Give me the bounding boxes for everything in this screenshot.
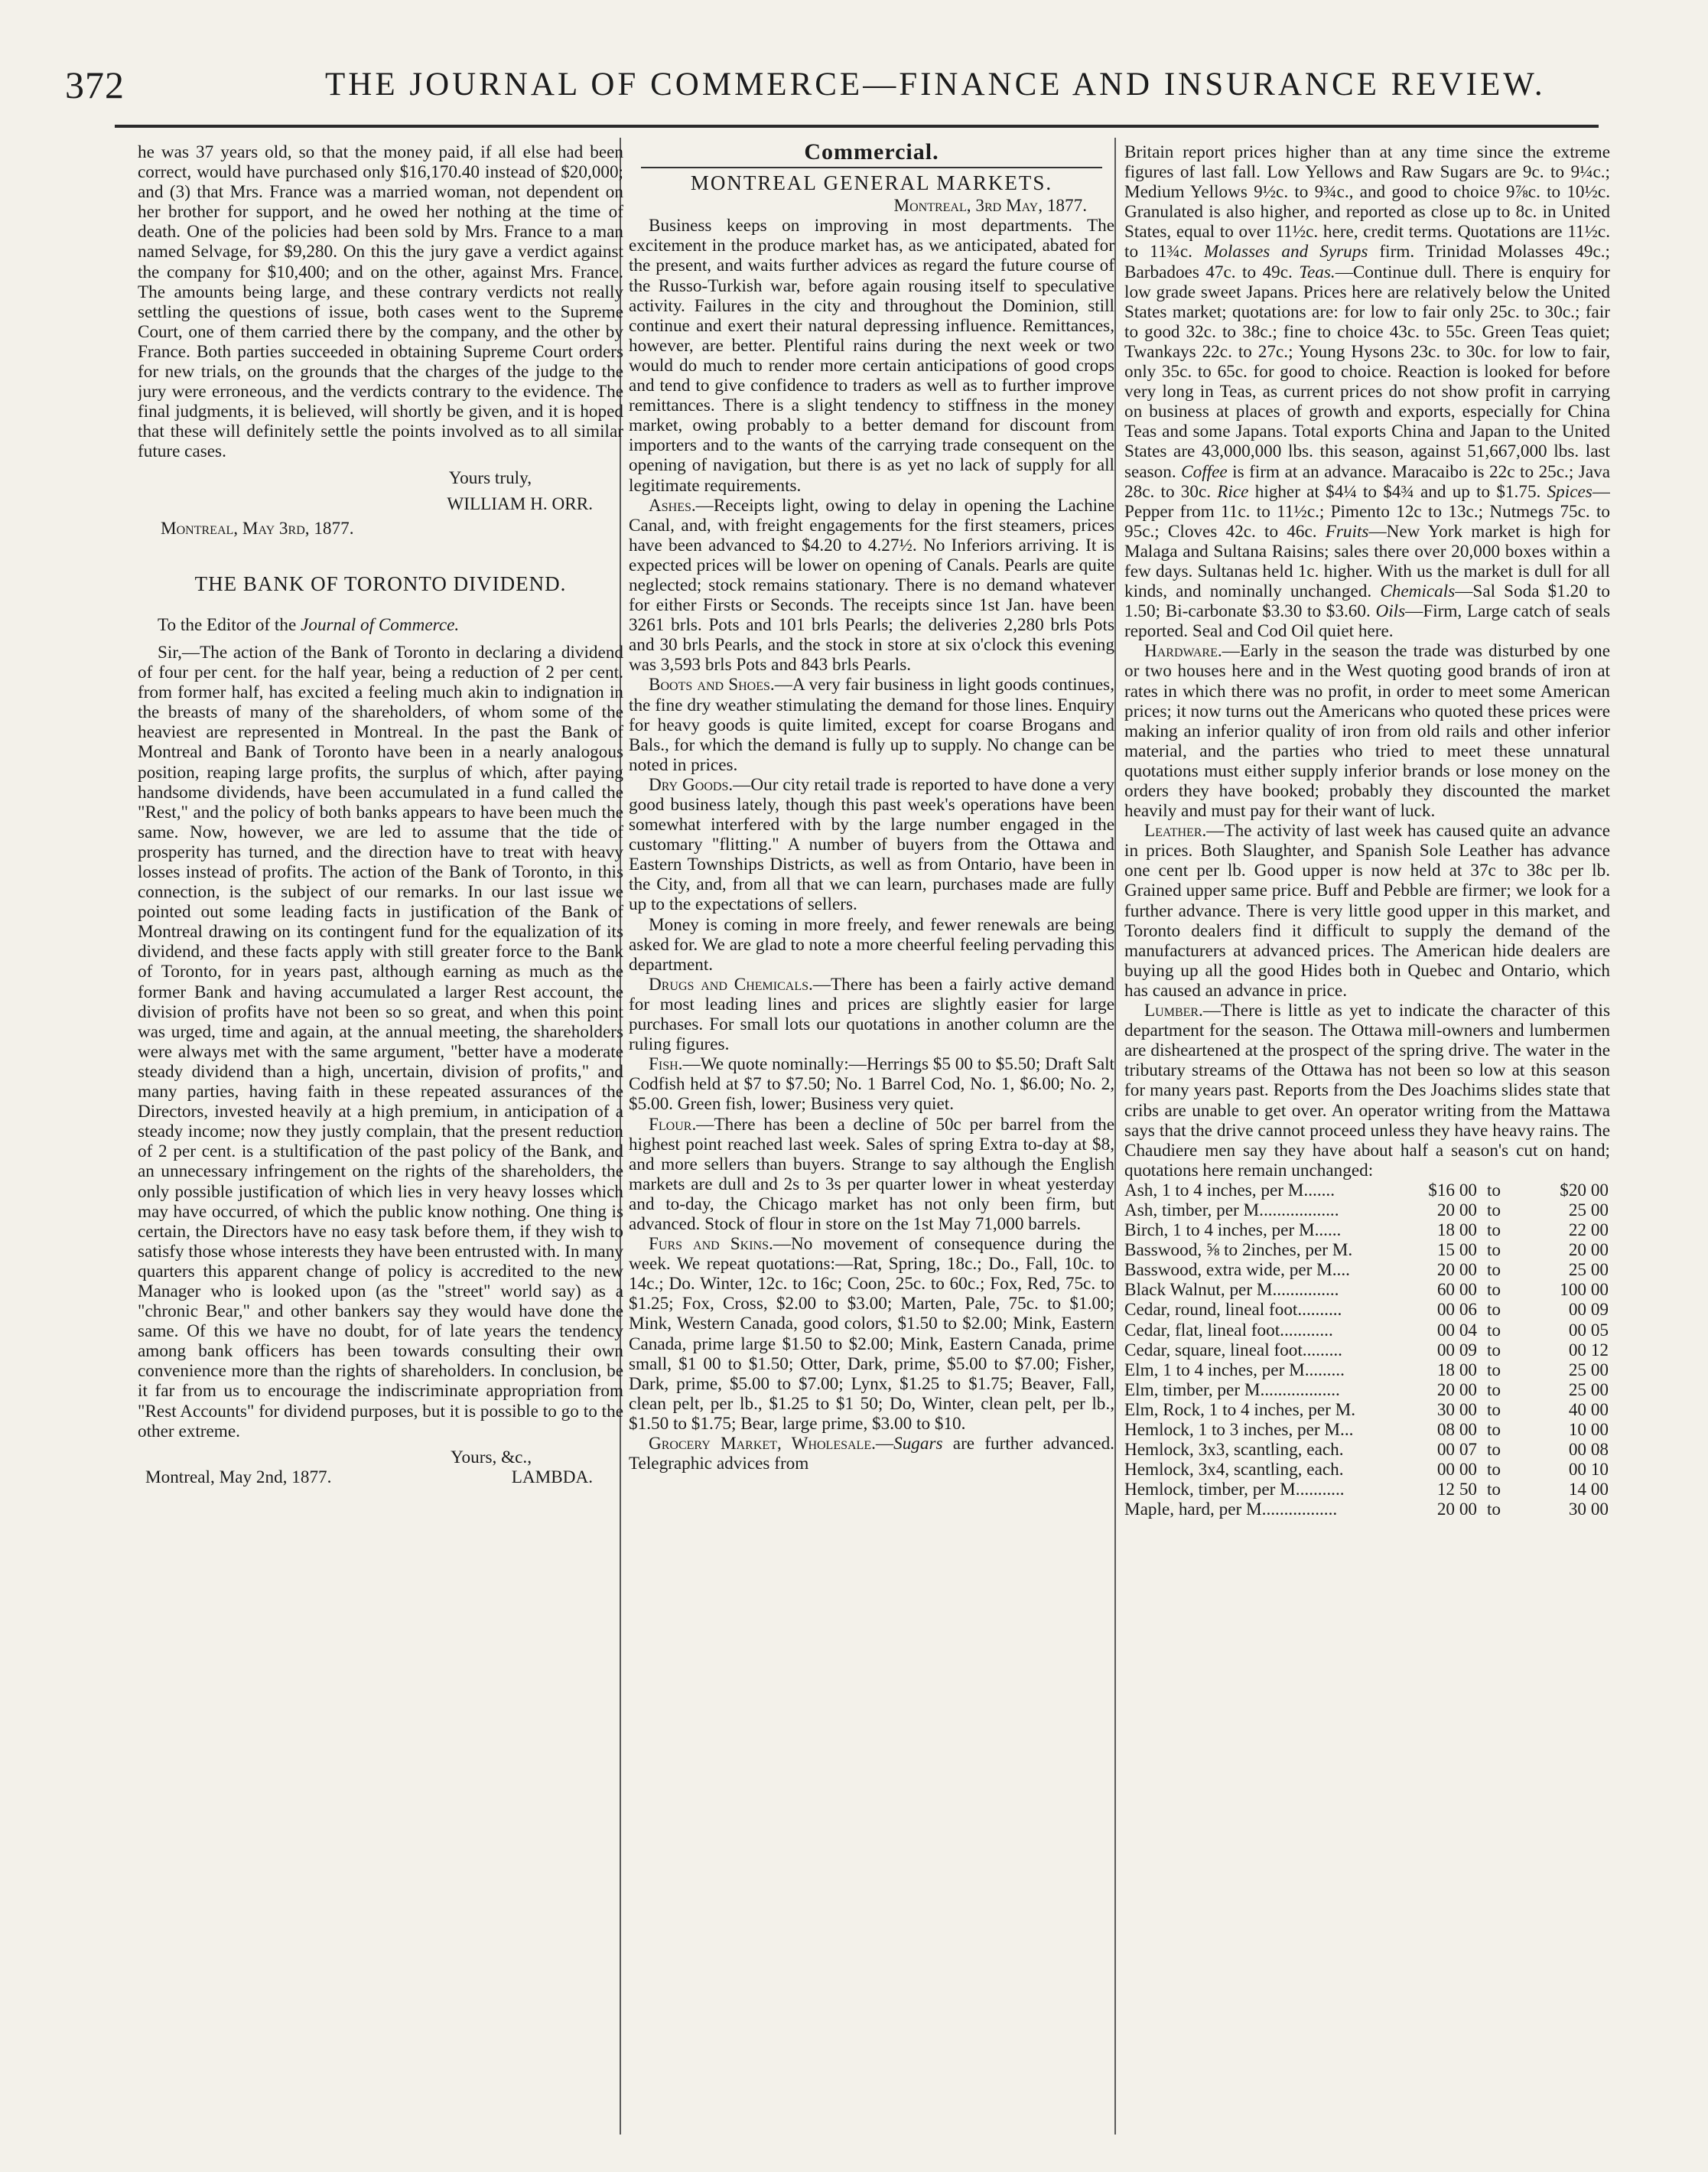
letter-signature: WILLIAM H. ORR. xyxy=(447,493,593,514)
lumber-price-low: 18 00 xyxy=(1436,1360,1477,1380)
lumber-item: Elm, timber, per M.................. xyxy=(1124,1379,1340,1400)
lumber-text: —There is little as yet to indicate the character of this department for the season. The Ottawa mill-owners and lumbermen are disheartened at the prospect of the spring drive. The water in the tributary streams of the Ottawa has not been so low at this season for many years past. Reports from the Des Joachims slides state that cribs are unable to get over. An operator writing from the Mattawa says that the drive cannot proceed unless they have heavy rains. The Chaudiere men say they have about half a season's cut on hand; quotations here remain unchanged: xyxy=(1124,1001,1610,1180)
lumber-price-row xyxy=(1124,1260,1610,1280)
lumber-price-row xyxy=(1124,1320,1610,1340)
lumber-price-to: to xyxy=(1486,1280,1501,1301)
lumber-price-low: $16 00 xyxy=(1428,1180,1477,1200)
leather-report xyxy=(1124,821,1610,1001)
lumber-price-row xyxy=(1124,1480,1610,1500)
drugs-label: Drugs and Chemicals. xyxy=(649,974,813,995)
fruits-label: Fruits xyxy=(1325,521,1369,542)
lumber-price-high: 00 05 xyxy=(1568,1320,1609,1340)
lumber-price-high: 00 12 xyxy=(1568,1340,1609,1360)
lumber-label: Lumber. xyxy=(1144,1001,1203,1021)
lumber-price-row xyxy=(1124,1460,1610,1480)
spices-label: Spices xyxy=(1547,481,1593,502)
boots-label: Boots and Shoes. xyxy=(649,675,775,695)
lumber-item: Black Walnut, per M............... xyxy=(1124,1280,1339,1301)
furs-text: —No movement of consequence during the week. We repeat quotations:—Rat, Spring, 18c.; Do., Fall, 10c. to 14c.; Do. Winter, 12c. to 16c; Coon, 25c. to 60c.; Fox, Red, 75c. to $1.25; Fox, Cross, $2.00 to $3.00; Marten, Pale, 75c. to $1.00; Mink, Western Canada, good colors, $1.50 to $2.00; Mink, Eastern Canada, prime large $1.50 to $2.00; Mink, Eastern Canada, prime small, $1 00 to $1.50; Otter, Dark, prime, $5.00 to $7.00; Fisher, Dark, prime, $5.00 to $7.00; Lynx, $1.25 to $1.75; Beaver, Fall, clean pelt, per lb., $1.25 to $1 50; Do, Winter, clean pelt, per lb., $1.50 to $1.75; Bear, large prime, $3.00 to $10. xyxy=(629,1234,1114,1434)
fruits-text: —New York market is high for Malaga and Sultana Raisins; sales there over 20,000 boxes within a few days. Sultanas held 1c. higher. With us the market is dull for all kinds, and nominally unchanged. xyxy=(1124,521,1610,602)
grocery-text: are further advanced. Telegraphic advices from xyxy=(629,1434,1114,1474)
lumber-price-to: to xyxy=(1486,1220,1501,1241)
lumber-price-high: 25 00 xyxy=(1568,1360,1609,1380)
lumber-price-to: to xyxy=(1486,1180,1501,1200)
grocery-continued xyxy=(1124,142,1610,641)
letter-closing: Yours truly, xyxy=(448,467,532,488)
hardware-report xyxy=(1124,641,1610,821)
lumber-item: Hemlock, timber, per M........... xyxy=(1124,1480,1345,1500)
molasses-text: firm. Trinidad Molasses 49c.; Barbadoes 47c. to 49c. xyxy=(1124,242,1610,282)
lumber-price-low: 20 00 xyxy=(1436,1260,1477,1281)
flour-label: Flour. xyxy=(649,1114,697,1135)
lumber-price-to: to xyxy=(1486,1379,1501,1400)
dry-goods-label: Dry Goods. xyxy=(649,774,734,795)
lumber-price-high: 20 00 xyxy=(1568,1240,1609,1261)
oils-label: Oils xyxy=(1375,601,1406,622)
markets-rule xyxy=(641,167,1102,168)
lumber-price-to: to xyxy=(1486,1300,1501,1320)
lumber-price-row xyxy=(1124,1380,1610,1400)
flour-text: —There has been a decline of 50c per barrel from the highest point reached last week. Sales of spring Extra to-day at $8, and more sellers than buyers. Strange to say although the English markets are dull and 2s to 3s per quarter lower in wheat yesterday and to-day, the Chicago market has not only been firm, but advanced. Stock of flour in store on the 1st May 71,000 barrels. xyxy=(629,1114,1114,1234)
lumber-price-high: 00 10 xyxy=(1568,1460,1609,1480)
lumber-item: Hemlock, 1 to 3 inches, per M... xyxy=(1124,1420,1354,1440)
lumber-price-low: 30 00 xyxy=(1436,1399,1477,1420)
dry-goods-text: —Our city retail trade is reported to have done a very good business lately, though this past week's operations have been somewhat interfered with by the large number engaged in the customary "flitting." A number of buyers from the Ottawa and Eastern Townships Districts, as well as from Ontario, have been in the City, and, from all that we can learn, purchases made are fully up to the expectations of sellers. xyxy=(629,774,1114,915)
letter-paragraph: he was 37 years old, so that the money paid, if all else had been correct, would have purchased only $16,170.40 instead of $20,000; and (3) that Mrs. France was a married woman, not dependent on her brother for support, and he owed her nothing at the time of death. One of the policies had been sold by Mrs. France to a man named Selvage, for $9,280. On this the jury gave a verdict against the company for $10,400; and on the other, against Mrs. France. The amounts being large, and these contrary verdicts not really settling the questions of issue, both cases went to the Supreme Court, one of them carried there by the company, and the other by France. Both parties succeeded in obtaining Supreme Court orders for new trials, on the grounds that the charges of the judge to the jury were erroneous, and the verdicts contrary to the evidence. The final judgments, it is believed, will shortly be given, and it is hoped that these will definitely settle the points involved as to all similar future cases. xyxy=(138,142,623,462)
lumber-price-low: 20 00 xyxy=(1436,1379,1477,1400)
chemicals-text: —Sal Soda $1.20 to 1.50; Bi-carbonate $3.30 to $3.60. xyxy=(1124,581,1610,622)
rice-text: higher at $4¼ to $4¾ and up to $1.75. xyxy=(1248,481,1541,502)
lumber-report xyxy=(1124,1001,1610,1180)
running-head xyxy=(65,60,1564,113)
teas-text: —Continue dull. There is enquiry for low grade sweet Japans. Prices here are relatively below the United States market; quotations are: for low to fair only 25c. to 30c.; fair to good 32c. to 38c.; fine to choice 43c. to 55c. Green Teas quiet; Twankays 22c. to 27c.; Young Hysons 23c. to 30c. for low to fair, only 35c. to 65c. for good to choice. Reaction is looked for before very long in Teas, as current prices do not show profit in carrying on business at places of growth and exports, especially for China Teas and some Japans. Total exports China and Japan to the United States are 43,000,000 lbs. this season, against 51,667,000 lbs. last season. xyxy=(1124,262,1610,482)
lumber-price-to: to xyxy=(1486,1240,1501,1261)
lumber-price-high: 10 00 xyxy=(1568,1420,1609,1440)
lumber-item: Maple, hard, per M................. xyxy=(1124,1500,1338,1520)
lumber-price-to: to xyxy=(1486,1260,1501,1281)
letter-dateline xyxy=(161,519,623,539)
lumber-price-row xyxy=(1124,1280,1610,1300)
lumber-price-high: 00 09 xyxy=(1568,1300,1609,1320)
lumber-item: Hemlock, 3x3, scantling, each. xyxy=(1124,1440,1344,1460)
chemicals-label: Chemicals xyxy=(1380,581,1456,602)
lumber-price-row xyxy=(1124,1360,1610,1380)
drugs-text: —There has been a fairly active demand for most leading lines and prices are slightly easier for large purchases. For small lots our quotations in another column are the ruling figures. xyxy=(629,974,1114,1055)
dividend-signature: LAMBDA. xyxy=(511,1467,593,1487)
lumber-price-low: 08 00 xyxy=(1436,1420,1477,1440)
lumber-item: Cedar, round, lineal foot.......... xyxy=(1124,1300,1342,1320)
lumber-price-low: 00 04 xyxy=(1436,1320,1477,1340)
lumber-item: Birch, 1 to 4 inches, per M...... xyxy=(1124,1220,1342,1241)
dividend-closing: Yours, &c., xyxy=(451,1447,532,1467)
grocery-label: Grocery Market, Wholesale. xyxy=(649,1434,876,1454)
lumber-price-row xyxy=(1124,1300,1610,1320)
lumber-item: Ash, timber, per M.................. xyxy=(1124,1200,1339,1220)
lumber-price-low: 15 00 xyxy=(1436,1240,1477,1261)
column-rule xyxy=(1114,138,1116,2135)
lumber-price-to: to xyxy=(1486,1500,1501,1520)
ashes-text: —Receipts light, owing to delay in opening the Lachine Canal, and, with freight engagements for the first steamers, prices have been advanced to $4.20 to 4.27½. No Inferiors arriving. It is expected prices will be lower on opening of Canals. Pearls are quite neglected; stock remains stationary. There is no demand whatever for either Firsts or Seconds. The receipts since 1st Jan. have been 3261 brls. Pots and 101 brls Pearls; the deliveries 2,280 brls Pots and 30 brls Pearls, and the stock in store at six o'clock this evening was 3,593 brls Pots and 843 brls Pearls. xyxy=(629,495,1114,676)
dividend-sign-row xyxy=(138,1467,623,1487)
lumber-price-high: 100 00 xyxy=(1560,1280,1609,1301)
ashes-label: Ashes. xyxy=(649,495,696,516)
letter-dateline-text: Montreal, May 3rd, 1877. xyxy=(161,518,354,539)
lumber-price-high: $20 00 xyxy=(1560,1180,1609,1200)
lumber-price-low: 00 06 xyxy=(1436,1300,1477,1320)
lumber-price-to: to xyxy=(1486,1460,1501,1480)
lumber-price-low: 00 00 xyxy=(1436,1460,1477,1480)
lumber-item: Hemlock, 3x4, scantling, each. xyxy=(1124,1460,1344,1480)
dry-goods-report xyxy=(629,775,1114,915)
lumber-price-low: 60 00 xyxy=(1436,1280,1477,1301)
lumber-price-row xyxy=(1124,1180,1610,1200)
lumber-item: Basswood, ⅝ to 2inches, per M. xyxy=(1124,1240,1353,1261)
lumber-price-to: to xyxy=(1486,1440,1501,1460)
column-3 xyxy=(1124,142,1610,2131)
oils-text: —Firm, Large catch of seals reported. Seal and Cod Oil quiet here. xyxy=(1124,601,1610,642)
coffee-label: Coffee xyxy=(1181,461,1228,482)
to-editor-prefix: To the Editor of the xyxy=(158,614,301,635)
lumber-price-high: 30 00 xyxy=(1568,1500,1609,1520)
lumber-item: Elm, Rock, 1 to 4 inches, per M. xyxy=(1124,1399,1356,1420)
lumber-price-low: 00 07 xyxy=(1436,1440,1477,1460)
leather-label: Leather. xyxy=(1144,821,1207,842)
lumber-item: Ash, 1 to 4 inches, per M....... xyxy=(1124,1180,1335,1200)
header-rule xyxy=(115,125,1599,128)
drugs-report xyxy=(629,975,1114,1054)
fish-report xyxy=(629,1054,1114,1114)
markets-title: MONTREAL GENERAL MARKETS. xyxy=(690,171,1053,195)
lumber-price-high: 40 00 xyxy=(1568,1399,1609,1420)
grocery-report: Grocery Market, Wholesale.—Sugars are further advanced. Telegraphic advices from xyxy=(629,1434,1114,1474)
dry-goods-money: Money is coming in more freely, and fewer renewals are being asked for. We are glad to note a more cheerful feeling pervading this department. xyxy=(629,914,1114,975)
molasses-label: Molasses and Syrups xyxy=(1204,242,1368,262)
lumber-price-table xyxy=(1124,1180,1610,1520)
lumber-price-to: to xyxy=(1486,1320,1501,1340)
boots-text: —A very fair business in light goods continues, the fine dry weather stimulating the demand for those lines. Enquiry for heavy goods is quite limited, except for coarse Brogans and Bals., for which the demand is fully up to supply. No change can be noted in prices. xyxy=(629,675,1114,775)
page-number: 372 xyxy=(65,63,125,106)
flour-report xyxy=(629,1115,1114,1235)
lumber-price-low: 20 00 xyxy=(1436,1200,1477,1220)
markets-date: Montreal, 3rd May, 1877. xyxy=(893,196,1087,217)
commercial-section-label: Commercial. xyxy=(804,142,939,164)
lumber-price-row xyxy=(1124,1500,1610,1519)
lumber-price-high: 25 00 xyxy=(1568,1260,1609,1281)
sugars-label: Sugars xyxy=(893,1434,943,1454)
lumber-price-high: 22 00 xyxy=(1568,1220,1609,1241)
to-editor-journal: Journal of Commerce. xyxy=(301,614,460,635)
lumber-price-to: to xyxy=(1486,1399,1501,1420)
lumber-price-low: 20 00 xyxy=(1436,1500,1477,1520)
dividend-paragraph: Sir,—The action of the Bank of Toronto in declaring a dividend of four per cent. for the half year, being a reduction of 2 per cent. from former half, has excited a feeling much akin to indignation in the breasts of many of the shareholders, of whom some of the heaviest are represented in Montreal. In the past the Bank of Montreal and Bank of Toronto have been in a nearly analogous position, reaping large profits, the surplus of which, after paying handsome dividends, have been accumulated in a fund called the "Rest," and the policy of both banks appears to have been much the same. Now, however, we are led to assume that the tide of prosperity has turned, and the direction have to treat with heavy losses instead of profits. The action of the Bank of Toronto, in this connection, is the subject of our remarks. In our last issue we pointed out some leading facts in justification of the Bank of Montreal drawing on its contingent fund for the equalization of its dividend, and these facts apply with still greater force to the Bank of Toronto, for in years past, although earning as much as the former Bank and having accumulated a larger Rest account, the division of profits have not been so so great, and when this point was urged, time and again, at the annual meeting, the shareholders were always met with the same argument, "better have a moderate steady dividend than a high, uncertain, division of profits," and many parties, having faith in these repeated assurances of the Directors, invested heavily at a high premium, in anticipation of a steady income; now they justly complain, that the present reduction of 2 per cent. is a stultification of the past policy of the Bank, and an unnecessary infringement on the rights of the shareholders, the only possible justification of which lies in very heavy losses which may have occurred, of which the public know nothing. One thing is certain, the Directors have no easy task before them, if they wish to satisfy those whose interests they have been entrusted with. In many quarters this apparent change of policy is accredited to the new Manager who is looked upon (as the "street" world say) as a "chronic Bear," and other bankers say they would have done the same. Of this we have no doubt, for of late years the tendency among bank officers has been towards consulting their own convenience more than the rights of shareholders. In conclusion, be it far from us to encourage the indiscriminate appropriation from "Rest Accounts" for dividend purposes, but it is possible to go to the other extreme. xyxy=(138,642,623,1441)
lumber-price-row xyxy=(1124,1420,1610,1440)
furs-report xyxy=(629,1234,1114,1434)
lumber-price-low: 00 09 xyxy=(1436,1340,1477,1360)
fish-text: —We quote nominally:—Herrings $5 00 to $5.50; Draft Salt Codfish held at $7 to $7.50; No. 1 Barrel Cod, No. 1, $6.00; No. 2, $5.00. Green fish, lower; Business very quiet. xyxy=(629,1054,1114,1115)
dividend-heading: THE BANK OF TORONTO DIVIDEND. xyxy=(194,571,567,595)
lumber-price-to: to xyxy=(1486,1340,1501,1360)
column-1 xyxy=(138,142,623,2131)
lumber-item: Cedar, square, lineal foot......... xyxy=(1124,1340,1342,1360)
boots-report xyxy=(629,675,1114,774)
coffee-text: is firm at an advance. Maracaibo is 22c to 25c.; Java 28c. to 30c. xyxy=(1124,461,1610,502)
lumber-price-row xyxy=(1124,1340,1610,1360)
markets-intro: Business keeps on improving in most departments. The excitement in the produce market has, as we anticipated, abated for the present, and waits further advices as regard the future course of the Russo-Turkish war, before again rousing itself to speculative activity. Failures in the city and throughout the Dominion, still continue and exert their natural depressing influence. Remittances, however, are better. Plentiful rains during the next week or two would do much to render more certain anticipations of good crops and tend to give confidence to traders as well as to further improve remittances. There is a slight tendency to stiffness in the money market, owing probably to a better demand for discount from importers and to the wants of the carrying trade consequent on the opening of navigation, but there is as yet no lack of supply for all legitimate requirements. xyxy=(629,216,1114,496)
lumber-price-to: to xyxy=(1486,1200,1501,1220)
lumber-price-row xyxy=(1124,1200,1610,1220)
lumber-item: Elm, 1 to 4 inches, per M......... xyxy=(1124,1360,1345,1380)
lumber-price-high: 25 00 xyxy=(1568,1379,1609,1400)
furs-label: Furs and Skins. xyxy=(649,1234,773,1255)
lumber-price-row xyxy=(1124,1440,1610,1460)
lumber-item: Basswood, extra wide, per M.... xyxy=(1124,1260,1350,1281)
leather-text: —The activity of last week has caused quite an advance in prices. Both Slaughter, and Spanish Sole Leather has advance one cent per lb. Good upper is now held at 37c to 38c per lb. Grained upper same price. Buff and Pebble are firmer; we look for a further advance. There is very little good upper in this market, and Toronto dealers find it difficult to supply the demand of the manufacturers at advanced prices. The American hide dealers are buying up all the good Hides both in Quebec and Ontario, which has caused an advance in price. xyxy=(1124,821,1610,1001)
hardware-label: Hardware. xyxy=(1144,641,1222,662)
fish-label: Fish. xyxy=(649,1054,683,1075)
grocery-continued-text: Britain report prices higher than at any time since the extreme figures of last fall. Low Yellows and Raw Sugars are 9c. to 9¼c.; Medium Yellows 9½c. to 9¾c., and good to choice 9⅞c. to 10½c. Granulated is also higher, and reported as close up to 8c. in United States, equal to over 11½c. here, credit terms. Quotations are 11½c. to 11¾c. xyxy=(1124,142,1610,262)
teas-label: Teas. xyxy=(1299,262,1335,282)
dividend-dateline: Montreal, May 2nd, 1877. xyxy=(145,1467,332,1487)
lumber-price-to: to xyxy=(1486,1360,1501,1380)
rice-label: Rice xyxy=(1217,481,1249,502)
lumber-price-high: 14 00 xyxy=(1568,1480,1609,1500)
lumber-price-high: 00 08 xyxy=(1568,1440,1609,1460)
column-2 xyxy=(629,142,1114,2131)
lumber-price-low: 12 50 xyxy=(1436,1480,1477,1500)
lumber-price-row xyxy=(1124,1400,1610,1420)
hardware-text: —Early in the season the trade was disturbed by one or two houses here and in the West quoting good brands of iron at rates in which there was no profit, in order to meet some American prices; it now turns out the Americans who quoted these prices were making an inferior quality of iron from old rails and other inferior material, and the parties who tried to meet these unnatural quotations must either supply inferior brands or lose money on the orders they have booked; probably they discounted the market heavily and must pay for their want of luck. xyxy=(1124,641,1610,822)
to-editor-line xyxy=(138,615,623,635)
lumber-price-high: 25 00 xyxy=(1568,1200,1609,1220)
spices-text: —Pepper from 11c. to 11½c.; Pimento 12c to 13c.; Nutmegs 75c. to 95c.; Cloves 42c. to 46c. xyxy=(1124,481,1610,542)
lumber-price-row xyxy=(1124,1240,1610,1260)
lumber-item: Cedar, flat, lineal foot............ xyxy=(1124,1320,1333,1340)
lumber-price-to: to xyxy=(1486,1480,1501,1500)
lumber-price-row xyxy=(1124,1220,1610,1240)
journal-title: THE JOURNAL OF COMMERCE—FINANCE AND INSURANCE REVIEW. xyxy=(325,67,1546,103)
lumber-price-low: 18 00 xyxy=(1436,1220,1477,1241)
lumber-price-to: to xyxy=(1486,1420,1501,1440)
ashes-report xyxy=(629,496,1114,676)
